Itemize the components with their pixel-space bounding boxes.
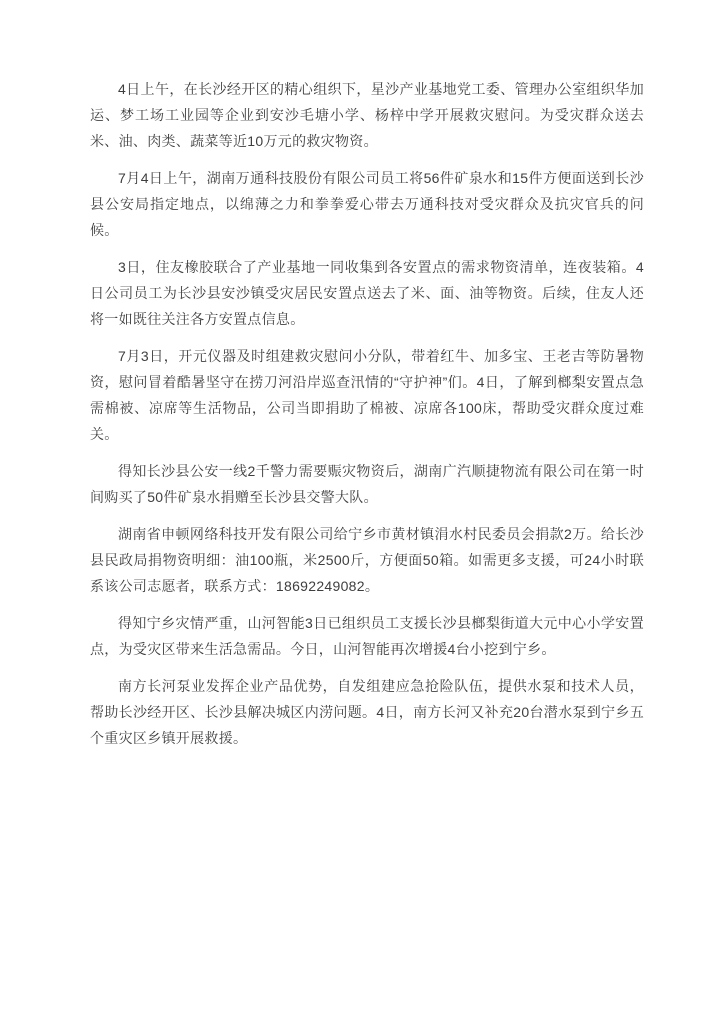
paragraph-8: 南方长河泵业发挥企业产品优势，自发组建应急抢险队伍，提供水泵和技术人员，帮助长沙经开区、长沙县解决城区内涝问题。4日，南方长河又补充20台潜水泵到宁乡五个重灾区乡镇开展救援。 xyxy=(90,678,644,746)
paragraph-4: 7月3日，开元仪器及时组建救灾慰问小分队，带着红牛、加多宝、王老吉等防暑物资，慰问冒着酷暑坚守在捞刀河沿岸巡查汛情的“守护神”们。4日，了解到榔梨安置点急需棉被、凉席等生活物品，公司当即捐助了棉被、凉席各100床，帮助受灾群众度过难关。 xyxy=(90,348,644,442)
paragraph-5: 得知长沙县公安一线2千警力需要赈灾物资后，湖南广汽顺捷物流有限公司在第一时间购买了50件矿泉水捐赠至长沙县交警大队。 xyxy=(90,463,644,505)
paragraph-6: 湖南省申顿网络科技开发有限公司给宁乡市黄材镇涓水村民委员会捐款2万。给长沙县民政局捐物资明细：油100瓶，米2500斤，方便面50箱。如需更多支援，可24小时联系该公司志愿者，联系方式：18692249082。 xyxy=(90,526,644,594)
paragraph-1: 4日上午，在长沙经开区的精心组织下，星沙产业基地党工委、管理办公室组织华加运、梦工场工业园等企业到安沙毛塘小学、杨梓中学开展救灾慰问。为受灾群众送去米、油、肉类、蔬菜等近10万元的救灾物资。 xyxy=(90,81,644,149)
paragraph-3: 3日，住友橡胶联合了产业基地一同收集到各安置点的需求物资清单，连夜装箱。4日公司员工为长沙县安沙镇受灾居民安置点送去了米、面、油等物资。后续，住友人还将一如既往关注各方安置点信息。 xyxy=(90,259,644,327)
paragraph-2: 7月4日上午，湖南万通科技股份有限公司员工将56件矿泉水和15件方便面送到长沙县公安局指定地点，以绵薄之力和拳拳爱心带去万通科技对受灾群众及抗灾官兵的问候。 xyxy=(90,170,644,238)
paragraph-7: 得知宁乡灾情严重，山河智能3日已组织员工支援长沙县榔梨街道大元中心小学安置点，为受灾区带来生活急需品。今日，山河智能再次增援4台小挖到宁乡。 xyxy=(90,615,644,657)
article-body xyxy=(90,76,644,762)
